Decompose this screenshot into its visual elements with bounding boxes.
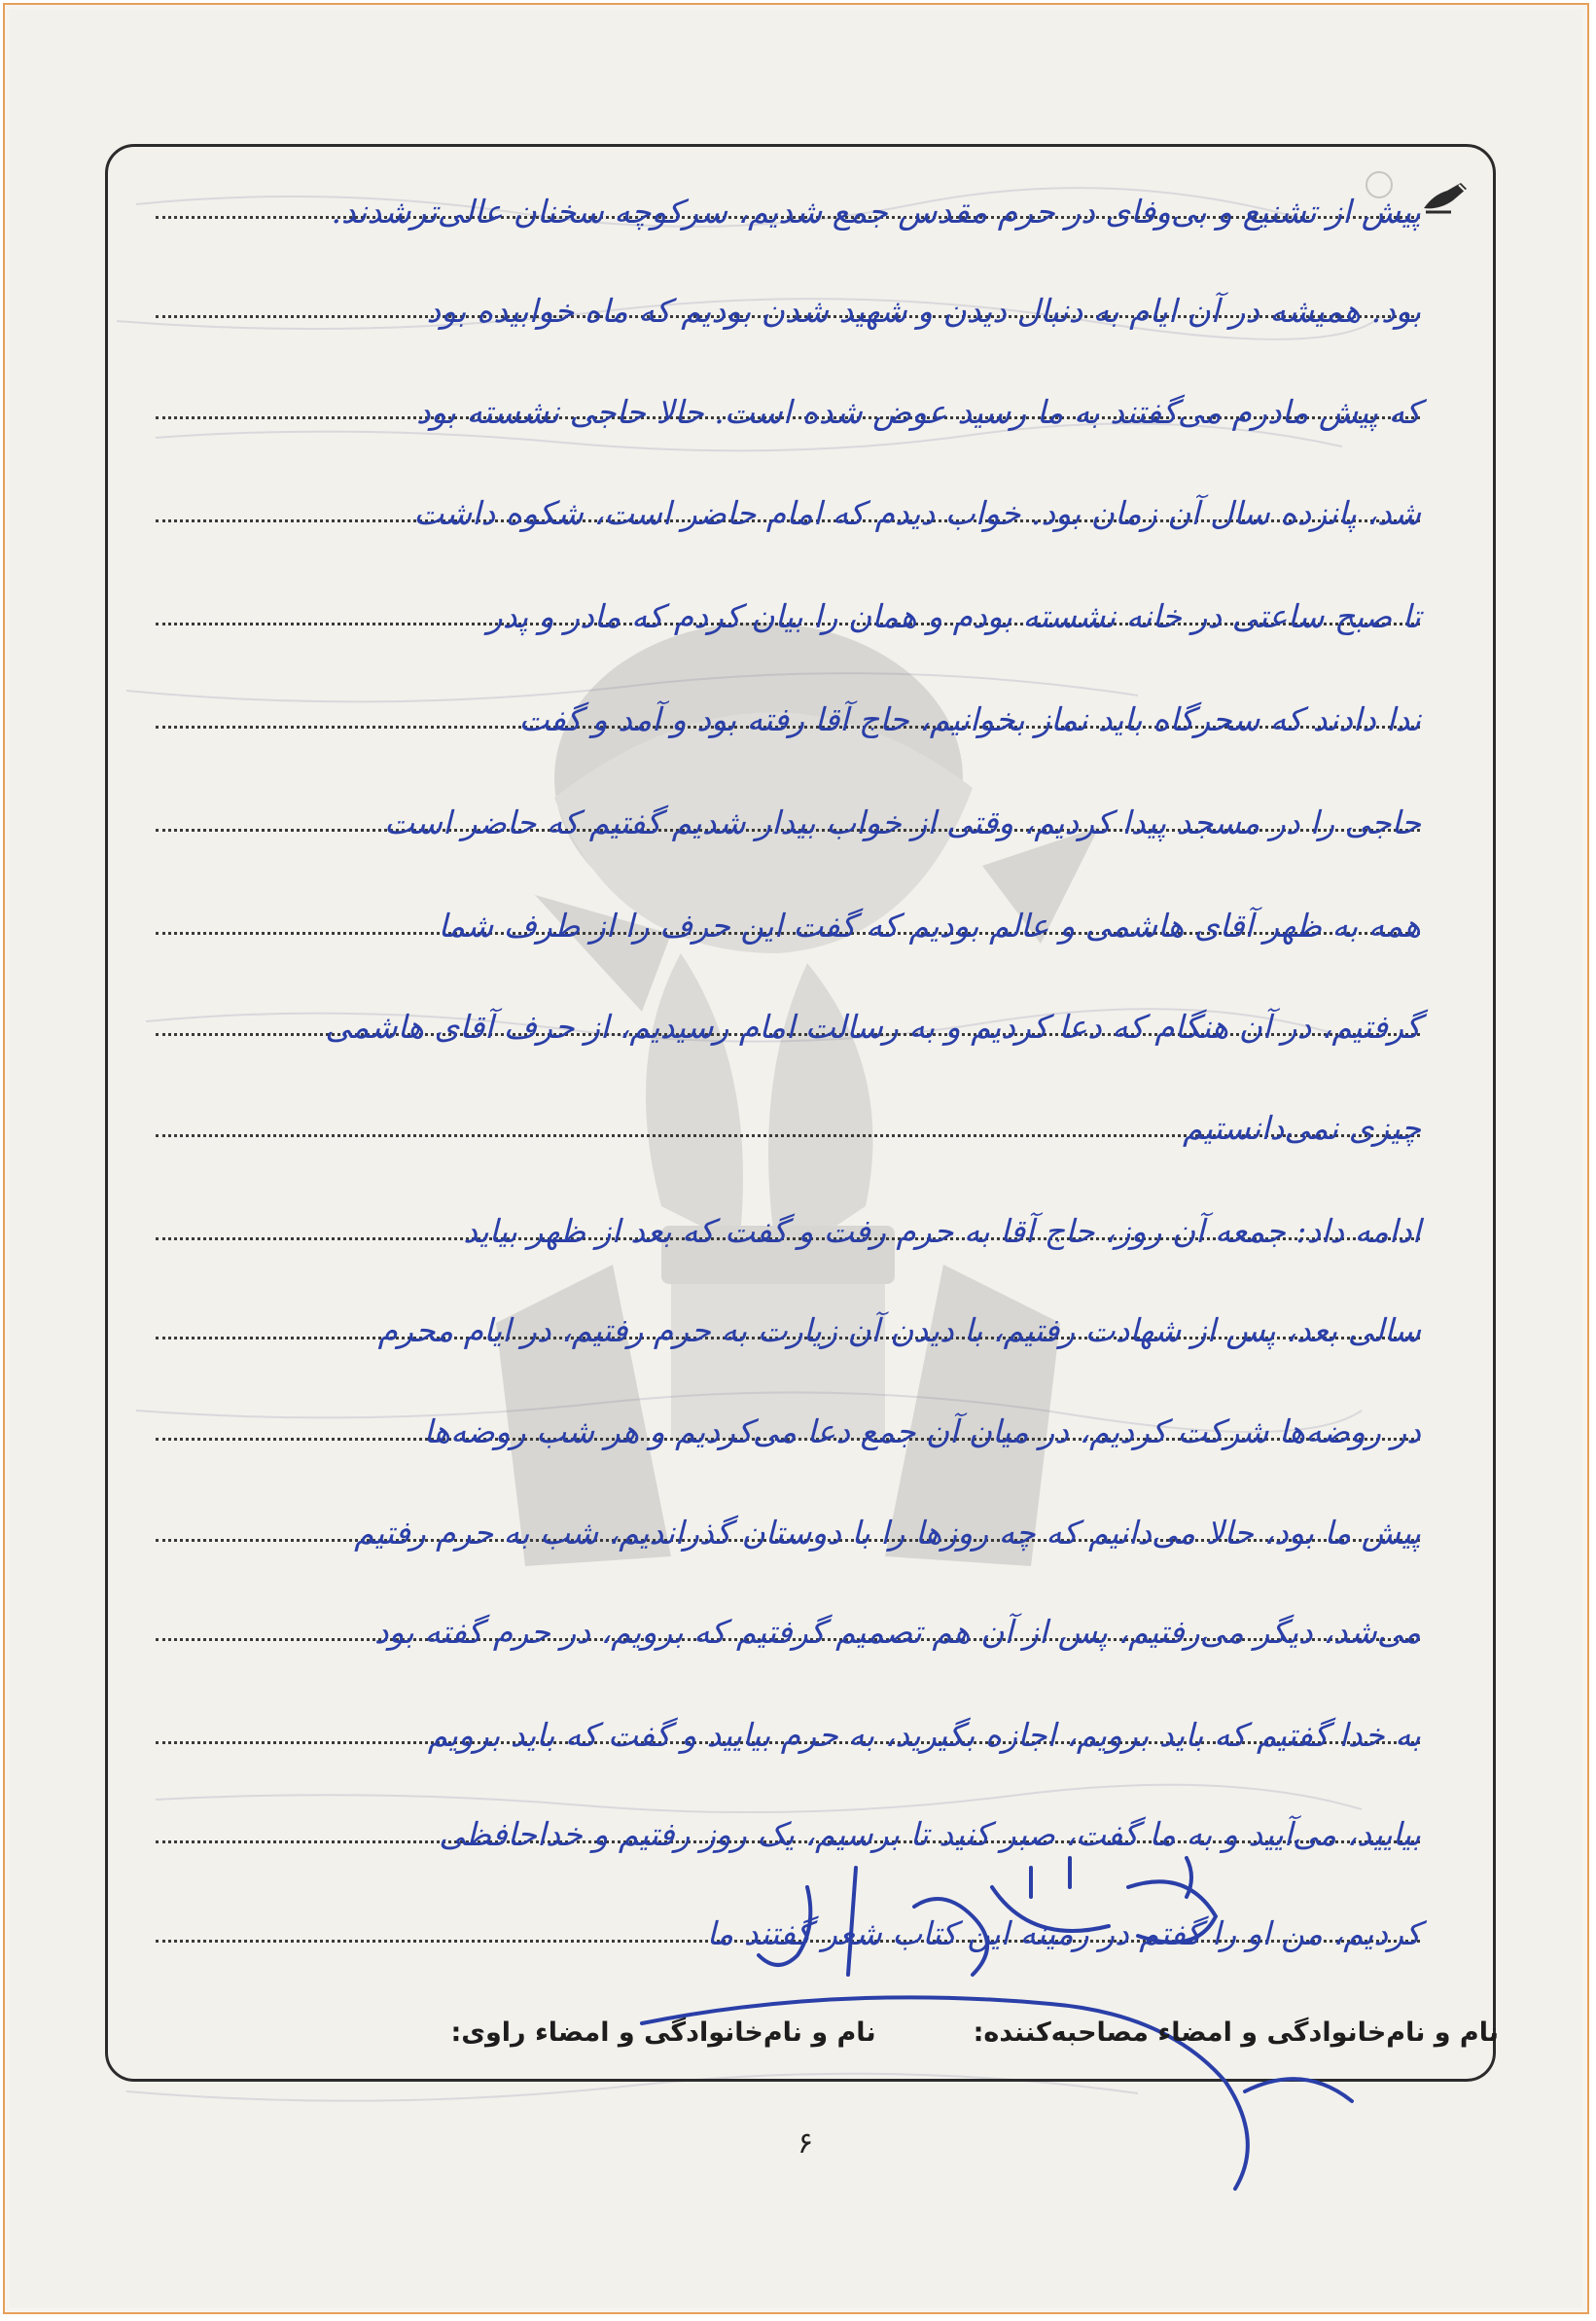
handwritten-line: سالی بعد، پس از شهادت رفتیم، با دیدن آن زیارت به حرم رفتیم، در ایام محرم — [377, 1311, 1421, 1349]
handwritten-line: پیش ما بود، حالا می‌دانیم که چه روزها را با دوستان گذراندیم، شب به حرم رفتیم — [354, 1514, 1421, 1552]
signature-labels — [331, 2017, 1499, 2048]
handwritten-line: که پیش مادرم می‌گفتند به ما رسید عوض شده است. حالا حاجی نشسته بود — [416, 393, 1421, 431]
handwritten-line: شد، پانزده سال آن زمان بود. خواب دیدم که امام حاضر است، شکوه داشت — [413, 494, 1421, 532]
pen-hand-icon — [1420, 177, 1471, 216]
handwritten-line: همه به ظهر آقای هاشمی و عالم بودیم که گفت این حرف را از طرف شما — [438, 907, 1421, 945]
handwritten-line: بود. همیشه در آن ایام به دنبال دیدن و شهید شدن بودیم که ماه خوابیده بود — [426, 292, 1421, 330]
page-number: ۶ — [798, 2126, 814, 2160]
handwritten-line: ندا دادند که سحرگاه باید نماز بخوانیم، حاج آقا رفته بود و آمد و گفت — [518, 700, 1421, 738]
handwritten-line: در روضه‌ها شرکت کردیم، در میان آن جمع دعا می‌کردیم و هر شب روضه‌ها — [423, 1412, 1421, 1450]
handwritten-line: حاجی را در مسجد پیدا کردیم، وقتی از خواب بیدار شدیم گفتیم که حاضر است — [384, 803, 1421, 841]
handwritten-line: پیش از تشنیع و بی‌وفای در حرم مقدس جمع شدیم، سرکوچه سخنان عالی‌ترشدند. — [331, 193, 1421, 231]
handwritten-line: گرفتیم، در آن هنگام که دعا کردیم و به رسالت امام رسیدیم، از حرف آقای هاشمی — [325, 1008, 1421, 1046]
interviewer-signature-label: نام و نام‌خانوادگی و امضاء مصاحبه‌کننده: — [973, 2017, 1499, 2048]
narrator-signature-label: نام و نام‌خانوادگی و امضاء راوی: — [450, 2017, 876, 2048]
handwritten-line: می‌شد، دیگر می‌رفتیم، پس از آن هم تصمیم گرفتیم که برویم، در حرم گفته بود — [373, 1613, 1421, 1651]
handwritten-line: تا صبح ساعتی در خانه نشسته بودم و همان را بیان کردم که مادر و پدر — [486, 597, 1421, 635]
handwritten-line: کردیم، من او را گفتم در زمینه این کتاب شعر گفتند ما — [706, 1914, 1421, 1952]
handwritten-line: ادامه داد: جمعه آن روز، حاج آقا به حرم رفت و گفت که بعد از ظهر بیاید — [463, 1212, 1421, 1250]
handwritten-line: چیزی نمی‌دانستیم — [1182, 1109, 1421, 1147]
handwritten-line: بیایید، می‌آیید و به ما گفت، صبر کنید تا برسیم، یک روز رفتیم و خداحافظی — [439, 1815, 1421, 1853]
handwritten-line: به خدا گفتیم که باید برویم، اجازه بگیرید، به حرم بیایید و گفت که باید برویم — [427, 1716, 1421, 1754]
